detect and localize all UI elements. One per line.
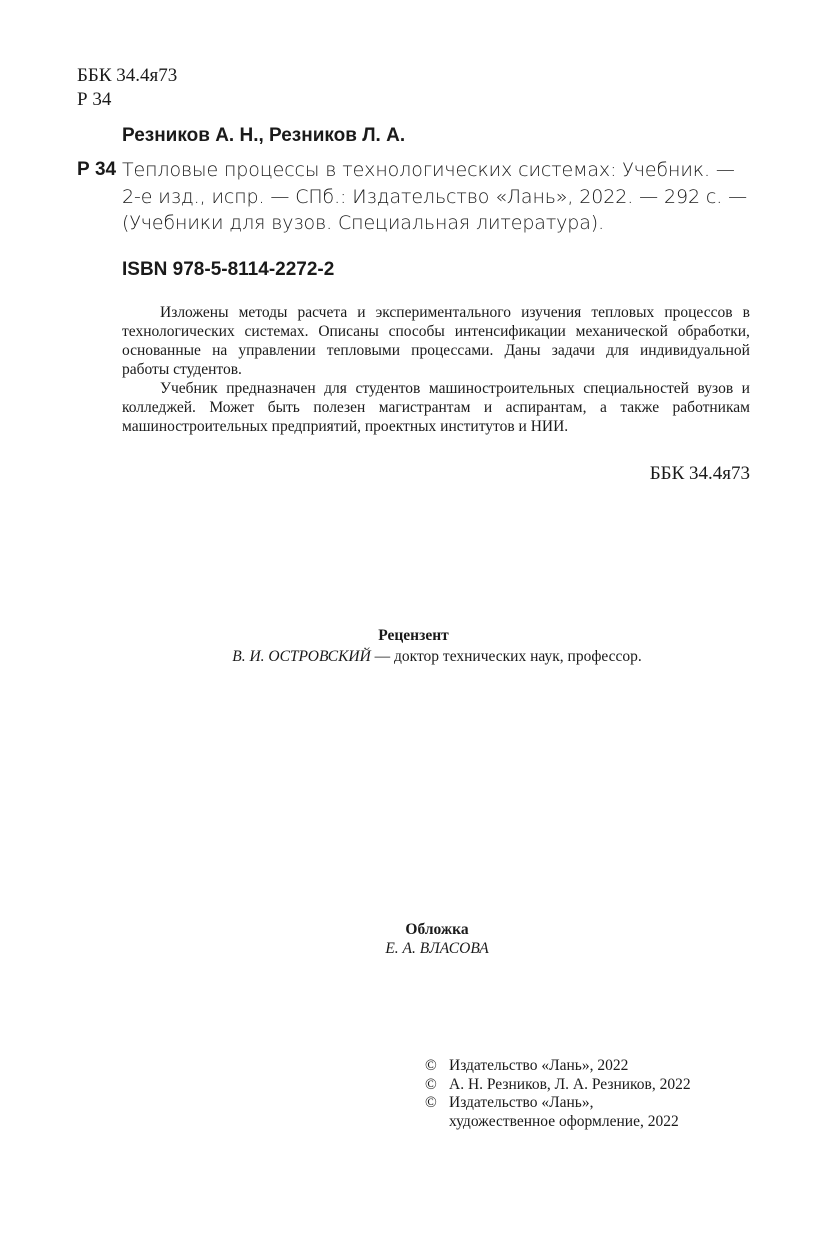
annotation-line: работы студентов. <box>122 361 242 378</box>
annotation-word: тепловых <box>591 304 655 321</box>
annotation-word: также <box>620 399 660 416</box>
annotation-word: студентов <box>355 380 421 397</box>
annotation-word: технологических <box>122 323 235 340</box>
annotation-word: интенсификации <box>454 323 566 340</box>
annotation-line <box>122 303 750 322</box>
copyright-holder: Издательство «Лань», 2022 <box>449 1057 629 1074</box>
annotation-word: специальностей <box>583 380 689 397</box>
copyright-block <box>425 1057 691 1131</box>
author-code: Р 34 <box>77 159 117 180</box>
annotation-word: предназначен <box>226 380 316 397</box>
copyright-row <box>425 1094 691 1113</box>
annotation-word: механической <box>575 323 668 340</box>
annotation-word: вузов <box>697 380 734 397</box>
annotation-word: на <box>212 342 228 359</box>
copyright-icon: © <box>425 1075 437 1093</box>
annotation-word: индивидуальной <box>639 342 750 359</box>
bibliographic-line: Тепловые процессы в технологических системах: Учебник. — <box>122 159 735 181</box>
annotation-word: задачи <box>551 342 595 359</box>
annotation-word: для <box>606 342 629 359</box>
annotation-word: а <box>599 399 607 416</box>
annotation-word: Может <box>209 399 255 416</box>
annotation-line <box>122 341 750 360</box>
annotation-word: изучения <box>521 304 582 321</box>
bbk-index-top: ББК 34.4я73 <box>77 65 178 86</box>
annotation-line <box>122 379 750 398</box>
cover-designer: Е. А. ВЛАСОВА <box>385 940 489 957</box>
annotation-word: и <box>741 380 750 397</box>
annotation-word: управлении <box>238 342 316 359</box>
annotation-word: Изложены <box>160 304 229 321</box>
bibliographic-line: (Учебники для вузов. Специальная литература). <box>122 212 605 234</box>
annotation-word: Описаны <box>318 323 379 340</box>
annotation-word: способы <box>388 323 445 340</box>
copyright-continuation: художественное оформление, 2022 <box>449 1112 679 1130</box>
annotation-word: основанные <box>122 342 201 359</box>
annotation-word: процессами. <box>411 342 494 359</box>
annotation-word: процессов <box>664 304 733 321</box>
annotation-word: магистрантам <box>378 399 471 416</box>
copyright-holder: А. Н. Резников, Л. А. Резников, 2022 <box>449 1075 691 1093</box>
reviewer-description: — доктор технических наук, профессор. <box>370 648 642 665</box>
annotation <box>122 303 750 436</box>
bibliographic-entry <box>122 157 750 237</box>
annotation-word: работникам <box>672 399 750 416</box>
isbn: ISBN 978-5-8114-2272-2 <box>122 259 335 280</box>
bibliographic-line: 2-е изд., испр. — СПб.: Издательство «Лань», 2022. — 292 с. — <box>122 185 748 208</box>
annotation-word: быть <box>267 399 300 416</box>
annotation-word: экспериментального <box>375 304 512 321</box>
annotation-word: и <box>357 304 366 321</box>
bbk-index-right: ББК 34.4я73 <box>649 463 750 484</box>
annotation-word: колледжей. <box>122 399 196 416</box>
reviewer-name: В. И. ОСТРОВСКИЙ <box>232 648 371 665</box>
annotation-word: полезен <box>313 399 366 416</box>
annotation-word: для <box>324 380 347 397</box>
cover-heading: Обложка <box>405 921 469 938</box>
copyright-icon: © <box>425 1094 437 1111</box>
copyright-icon: © <box>425 1057 437 1074</box>
authors: Резников А. Н., Резников Л. А. <box>122 125 406 146</box>
annotation-word: в <box>742 304 750 321</box>
annotation-word: аспирантам, <box>505 399 587 416</box>
copyright-row <box>425 1076 691 1095</box>
annotation-word: машиностроительных <box>428 380 575 397</box>
annotation-line <box>122 398 750 417</box>
copyright-row <box>425 1057 691 1076</box>
annotation-word: методы <box>238 304 288 321</box>
copyright-holder: Издательство «Лань», <box>449 1094 594 1111</box>
reviewer-line <box>0 647 827 667</box>
annotation-line <box>122 322 750 341</box>
annotation-line: машиностроительных предприятий, проектных институтов и НИИ. <box>122 418 569 435</box>
annotation-word: тепловыми <box>326 342 401 359</box>
annotation-word: Даны <box>504 342 541 359</box>
annotation-word: и <box>483 399 493 416</box>
author-code-top: Р 34 <box>77 89 112 110</box>
annotation-word: обработки, <box>677 323 750 340</box>
annotation-word: системах. <box>244 323 309 340</box>
annotation-word: Учебник <box>160 380 218 397</box>
annotation-word: расчета <box>297 304 348 321</box>
reviewer-heading: Рецензент <box>378 627 449 644</box>
